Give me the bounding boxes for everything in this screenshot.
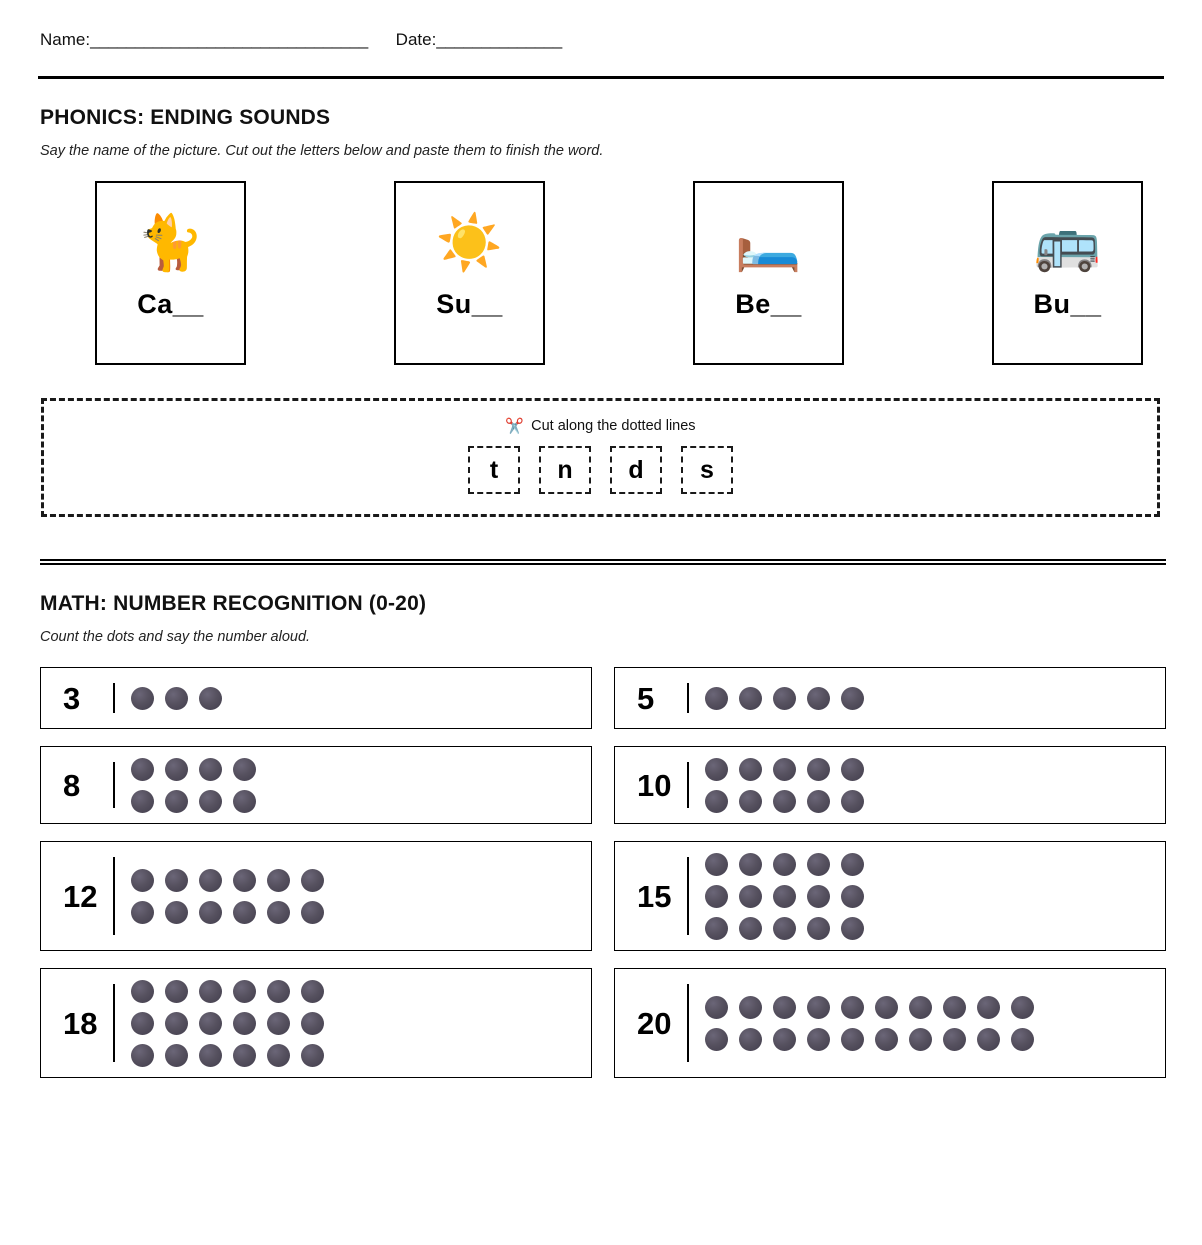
counting-dot: [807, 758, 830, 781]
counting-dot: [131, 980, 154, 1003]
cut-hint: [505, 418, 695, 434]
counting-dot: [165, 687, 188, 710]
counting-dot: [1011, 1028, 1034, 1051]
number-label: 5: [637, 680, 655, 716]
counting-dot: [841, 917, 864, 940]
counting-dot: [131, 758, 154, 781]
counting-dot: [841, 790, 864, 813]
counting-dot: [739, 853, 762, 876]
picture-card-word[interactable]: Be__: [735, 289, 802, 319]
number-label: 18: [63, 1005, 98, 1041]
dot-group: [705, 996, 1060, 1051]
date-blank-line[interactable]: ______________: [436, 30, 562, 49]
counting-dot: [943, 996, 966, 1019]
counting-dot: [705, 1028, 728, 1051]
phonics-section-title: PHONICS: ENDING SOUNDS: [40, 106, 331, 129]
counting-dot: [267, 1044, 290, 1067]
counting-dot: [807, 790, 830, 813]
counting-dot: [807, 996, 830, 1019]
counting-dot: [131, 901, 154, 924]
counting-dot: [943, 1028, 966, 1051]
counting-dot: [807, 885, 830, 908]
counting-dot: [977, 1028, 1000, 1051]
counting-dot: [841, 1028, 864, 1051]
dot-group: [131, 869, 346, 924]
counting-dot: [705, 917, 728, 940]
counting-dot: [807, 853, 830, 876]
counting-dot: [773, 758, 796, 781]
number-box: [614, 667, 1166, 729]
counting-dot: [199, 1012, 222, 1035]
counting-dot: [233, 758, 256, 781]
counting-dot: [233, 1012, 256, 1035]
counting-dot: [1011, 996, 1034, 1019]
number-label: 20: [637, 1005, 672, 1041]
number-recognition-grid: [40, 667, 1164, 1078]
counting-dot: [705, 996, 728, 1019]
counting-dot: [739, 1028, 762, 1051]
number-divider: [113, 857, 115, 935]
counting-dot: [199, 980, 222, 1003]
bus-icon: 🚌: [1033, 213, 1102, 273]
number-box: [40, 667, 592, 729]
counting-dot: [705, 885, 728, 908]
counting-dot: [705, 687, 728, 710]
header-divider: [38, 76, 1164, 79]
number-box: [614, 968, 1166, 1078]
counting-dot: [841, 885, 864, 908]
cut-hint-label: Cut along the dotted lines: [531, 418, 696, 434]
number-label: 10: [637, 767, 672, 803]
counting-dot: [233, 790, 256, 813]
counting-dot: [773, 687, 796, 710]
counting-dot: [165, 758, 188, 781]
number-divider: [687, 857, 689, 935]
date-label: Date:: [395, 30, 437, 49]
letter-tile[interactable]: d: [610, 446, 662, 494]
counting-dot: [301, 1044, 324, 1067]
picture-card: [992, 181, 1143, 365]
picture-card-word[interactable]: Su__: [436, 289, 503, 319]
counting-dot: [131, 687, 154, 710]
counting-dot: [233, 1044, 256, 1067]
number-label: 8: [63, 767, 81, 803]
counting-dot: [131, 790, 154, 813]
counting-dot: [705, 790, 728, 813]
counting-dot: [705, 853, 728, 876]
cat-icon: 🐈: [136, 213, 205, 273]
picture-card: [394, 181, 545, 365]
number-divider: [687, 683, 689, 713]
counting-dot: [739, 885, 762, 908]
scissors-icon: ✂️: [505, 417, 525, 435]
counting-dot: [773, 885, 796, 908]
counting-dot: [199, 758, 222, 781]
counting-dot: [267, 869, 290, 892]
dot-group: [131, 687, 579, 710]
counting-dot: [199, 687, 222, 710]
counting-dot: [773, 790, 796, 813]
counting-dot: [199, 901, 222, 924]
picture-card: [95, 181, 246, 365]
counting-dot: [199, 869, 222, 892]
counting-dot: [977, 996, 1000, 1019]
counting-dot: [875, 996, 898, 1019]
counting-dot: [131, 1044, 154, 1067]
counting-dot: [909, 996, 932, 1019]
counting-dot: [739, 758, 762, 781]
picture-card: [693, 181, 844, 365]
letter-tiles: [468, 446, 733, 494]
counting-dot: [165, 980, 188, 1003]
number-box: [40, 746, 592, 824]
number-divider: [687, 762, 689, 808]
counting-dot: [267, 980, 290, 1003]
dot-group: [705, 853, 885, 940]
counting-dot: [807, 687, 830, 710]
counting-dot: [233, 980, 256, 1003]
sun-icon: ☀️: [435, 213, 504, 273]
counting-dot: [739, 687, 762, 710]
bed-icon: 🛏️: [734, 213, 803, 273]
counting-dot: [739, 996, 762, 1019]
counting-dot: [705, 758, 728, 781]
dot-group: [705, 758, 885, 813]
cut-out-strip: [41, 398, 1160, 517]
counting-dot: [301, 869, 324, 892]
counting-dot: [165, 901, 188, 924]
counting-dot: [841, 687, 864, 710]
number-label: 15: [637, 878, 672, 914]
counting-dot: [165, 869, 188, 892]
counting-dot: [233, 869, 256, 892]
letter-tile[interactable]: n: [539, 446, 591, 494]
counting-dot: [301, 980, 324, 1003]
counting-dot: [165, 1012, 188, 1035]
letter-tile[interactable]: s: [681, 446, 733, 494]
counting-dot: [267, 901, 290, 924]
name-date-row: [38, 30, 1164, 64]
number-box: [40, 841, 592, 951]
counting-dot: [807, 1028, 830, 1051]
number-divider: [113, 984, 115, 1062]
number-box: [40, 968, 592, 1078]
counting-dot: [841, 853, 864, 876]
picture-card-word[interactable]: Ca__: [137, 289, 204, 319]
counting-dot: [773, 917, 796, 940]
counting-dot: [267, 1012, 290, 1035]
dot-group: [131, 758, 276, 813]
counting-dot: [841, 758, 864, 781]
counting-dot: [199, 790, 222, 813]
number-label: 12: [63, 878, 98, 914]
counting-dot: [131, 1012, 154, 1035]
counting-dot: [739, 790, 762, 813]
counting-dot: [301, 1012, 324, 1035]
counting-dot: [301, 901, 324, 924]
counting-dot: [773, 996, 796, 1019]
counting-dot: [233, 901, 256, 924]
counting-dot: [875, 1028, 898, 1051]
counting-dot: [739, 917, 762, 940]
phonics-instruction: Say the name of the picture. Cut out the letters below and paste them to finish the word.: [40, 143, 604, 159]
name-label: Name:: [40, 30, 91, 49]
counting-dot: [773, 853, 796, 876]
picture-card-word[interactable]: Bu__: [1033, 289, 1102, 319]
counting-dot: [165, 1044, 188, 1067]
number-box: [614, 746, 1166, 824]
counting-dot: [131, 869, 154, 892]
dot-group: [131, 980, 346, 1067]
number-label: 3: [63, 680, 81, 716]
counting-dot: [841, 996, 864, 1019]
math-section-title: MATH: NUMBER RECOGNITION (0-20): [40, 592, 427, 615]
name-blank-line[interactable]: _______________________________: [90, 30, 368, 49]
number-box: [614, 841, 1166, 951]
number-divider: [113, 762, 115, 808]
counting-dot: [909, 1028, 932, 1051]
counting-dot: [199, 1044, 222, 1067]
counting-dot: [165, 790, 188, 813]
picture-cards-row: [38, 181, 1164, 365]
number-divider: [687, 984, 689, 1062]
section-divider: [40, 559, 1166, 565]
counting-dot: [773, 1028, 796, 1051]
dot-group: [705, 687, 885, 710]
counting-dot: [807, 917, 830, 940]
math-instruction: Count the dots and say the number aloud.: [40, 629, 311, 645]
number-divider: [113, 683, 115, 713]
letter-tile[interactable]: t: [468, 446, 520, 494]
